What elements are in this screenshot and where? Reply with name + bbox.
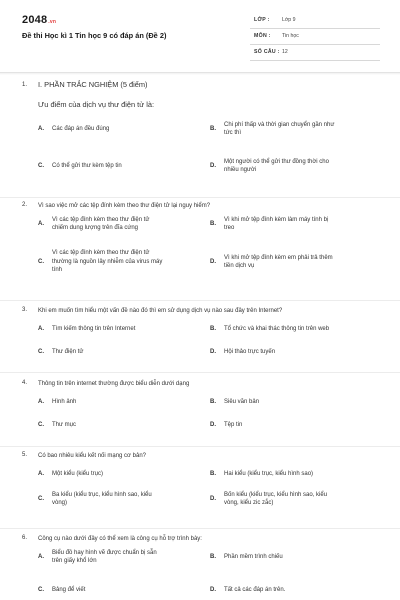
option-letter: A. bbox=[38, 220, 44, 227]
option-text-line: Bảng để viết bbox=[52, 586, 86, 593]
answer-option-a[interactable] bbox=[38, 470, 203, 479]
option-text bbox=[224, 158, 374, 175]
option-text bbox=[52, 549, 202, 566]
meta-value: Tin học bbox=[282, 33, 299, 39]
meta-key: SỐ CÂU : bbox=[254, 49, 280, 55]
option-letter: C. bbox=[38, 421, 44, 428]
option-letter: D. bbox=[210, 162, 216, 169]
question-separator bbox=[0, 446, 400, 447]
answer-option-c[interactable] bbox=[38, 162, 203, 171]
option-text-line: Thư mục bbox=[52, 421, 77, 428]
option-text bbox=[52, 162, 202, 171]
option-letter: A. bbox=[38, 553, 44, 560]
question-number: 1. bbox=[22, 82, 28, 88]
answer-option-b[interactable] bbox=[210, 216, 375, 233]
site-logo[interactable] bbox=[22, 14, 56, 26]
answer-option-d[interactable] bbox=[210, 348, 375, 357]
option-text-line: tức thì bbox=[224, 130, 242, 136]
answer-option-c[interactable] bbox=[38, 491, 203, 508]
option-text bbox=[224, 421, 374, 430]
option-text-line: Hai kiểu (kiểu trục, kiểu hình sao) bbox=[224, 470, 314, 477]
option-text-line: Vì khi mở tệp đính kèm làm máy tính bị bbox=[224, 216, 329, 223]
answer-option-a[interactable] bbox=[38, 125, 203, 134]
header-divider-shadow bbox=[0, 73, 400, 75]
option-text bbox=[52, 125, 202, 134]
question-number: 5. bbox=[22, 452, 28, 458]
answer-option-a[interactable] bbox=[38, 325, 203, 334]
meta-row-subject bbox=[250, 29, 380, 45]
question-text: Thông tin trên internet thường được biểu diễn dưới dạng bbox=[38, 381, 190, 387]
answer-option-d[interactable] bbox=[210, 491, 375, 508]
option-text-line: chiếm dung lượng trên đĩa cứng bbox=[52, 225, 139, 231]
logo-main-text: 2048 bbox=[22, 14, 48, 26]
question-text: Có bao nhiêu kiểu kết nối mạng cơ bản? bbox=[38, 453, 147, 459]
option-text-line: Hội thảo trực tuyến bbox=[224, 348, 276, 355]
option-letter: A. bbox=[38, 125, 44, 132]
answer-option-b[interactable] bbox=[210, 553, 375, 562]
option-text bbox=[224, 121, 374, 138]
option-letter: B. bbox=[210, 398, 216, 405]
question-text: Công cụ nào dưới đây có thể xem là công cụ hỗ trợ trình bày: bbox=[38, 536, 202, 542]
question-text: I. PHẦN TRẮC NGHIỆM (5 điểm) bbox=[38, 80, 148, 89]
option-letter: C. bbox=[38, 162, 44, 169]
option-text-line: nhiều người bbox=[224, 167, 257, 173]
option-letter: B. bbox=[210, 125, 216, 132]
option-text bbox=[224, 470, 374, 479]
option-text bbox=[52, 249, 202, 275]
answer-option-c[interactable] bbox=[38, 586, 203, 595]
option-letter: A. bbox=[38, 398, 44, 405]
option-text-line: Tất cả các đáp án trên. bbox=[224, 586, 286, 593]
option-text-line: Các đáp án đều đúng bbox=[52, 125, 110, 132]
option-text bbox=[224, 325, 374, 334]
logo-sub-text: .vn bbox=[48, 19, 57, 25]
page-header bbox=[0, 0, 400, 66]
question-number: 6. bbox=[22, 535, 28, 541]
answer-option-c[interactable] bbox=[38, 249, 203, 275]
option-text-line: Vì các tệp đính kèm theo thư điện tử bbox=[52, 216, 150, 223]
option-text-line: vòng, kiểu zic zắc) bbox=[224, 500, 274, 506]
option-letter: C. bbox=[38, 348, 44, 355]
option-text-line: thường là nguồn lây nhiễm của virus máy bbox=[52, 258, 163, 265]
option-letter: D. bbox=[210, 495, 216, 502]
option-text bbox=[52, 216, 202, 233]
option-text-line: Vì các tệp đính kèm theo thư điện tử bbox=[52, 250, 150, 257]
option-letter: D. bbox=[210, 586, 216, 593]
option-text-line: Ba kiểu (kiểu trục, kiểu hình sao, kiểu bbox=[52, 491, 152, 498]
option-text-line: Bốn kiểu (kiểu trục, kiểu hình sao, kiểu bbox=[224, 491, 328, 498]
option-text-line: Thư điện tử bbox=[52, 348, 84, 355]
option-text-line: Một người có thể gửi thư đồng thời cho bbox=[224, 158, 329, 165]
question-separator bbox=[0, 372, 400, 373]
option-text-line: Siêu văn bản bbox=[224, 398, 260, 405]
option-text-line: Tệp tin bbox=[224, 421, 243, 428]
answer-option-d[interactable] bbox=[210, 421, 375, 430]
answer-option-b[interactable] bbox=[210, 325, 375, 334]
meta-row-count bbox=[250, 45, 380, 61]
option-text bbox=[52, 398, 202, 407]
option-text-line: tính bbox=[52, 267, 63, 274]
option-text bbox=[224, 586, 374, 595]
answer-option-a[interactable] bbox=[38, 216, 203, 233]
option-letter: C. bbox=[38, 586, 44, 593]
option-text bbox=[224, 491, 374, 508]
option-letter: B. bbox=[210, 470, 216, 477]
question-separator bbox=[0, 528, 400, 529]
question-text: Khi em muốn tìm hiểu một vấn đề nào đó thì em sử dụng dịch vụ nào sau đây trên Internet? bbox=[38, 308, 283, 314]
option-letter: B. bbox=[210, 220, 216, 227]
option-text bbox=[52, 470, 202, 479]
option-text-line: Hình ảnh bbox=[52, 398, 77, 405]
answer-option-d[interactable] bbox=[210, 158, 375, 175]
answer-option-c[interactable] bbox=[38, 421, 203, 430]
option-text-line: vòng) bbox=[52, 500, 68, 506]
option-text-line: treo bbox=[224, 225, 235, 231]
option-text-line: Biểu đồ hay hình vẽ được chuẩn bị sẵn bbox=[52, 549, 157, 556]
option-letter: B. bbox=[210, 553, 216, 560]
option-letter: A. bbox=[38, 325, 44, 332]
option-text-line: Một kiểu (kiểu trục) bbox=[52, 470, 104, 477]
option-text bbox=[52, 348, 202, 357]
option-text bbox=[52, 586, 202, 595]
answer-option-b[interactable] bbox=[210, 121, 375, 138]
option-letter: C. bbox=[38, 495, 44, 502]
option-text-line: Tổ chức và khai thác thông tin trên web bbox=[224, 325, 330, 332]
option-text bbox=[224, 348, 374, 357]
option-letter: B. bbox=[210, 325, 216, 332]
option-text bbox=[52, 421, 202, 430]
option-text-line: Chi phí thấp và thời gian chuyển gần như bbox=[224, 121, 335, 128]
answer-option-a[interactable] bbox=[38, 398, 203, 407]
question-number: 4. bbox=[22, 380, 28, 386]
option-text bbox=[224, 398, 374, 407]
meta-key: LỚP : bbox=[254, 17, 270, 23]
meta-key: MÔN : bbox=[254, 33, 271, 39]
option-text-line: Phần mềm trình chiếu bbox=[224, 553, 283, 560]
answer-option-c[interactable] bbox=[38, 348, 203, 357]
question-separator bbox=[0, 197, 400, 198]
option-text bbox=[224, 216, 374, 233]
answer-option-b[interactable] bbox=[210, 470, 375, 479]
exam-title: Đề thi Học kì 1 Tin học 9 có đáp án (Đề 2) bbox=[22, 31, 167, 40]
question-text: Vì sao việc mở các tệp đính kèm theo thư điện tử lại nguy hiểm? bbox=[38, 203, 211, 209]
option-text-line: trên giấy khổ lớn bbox=[52, 558, 97, 564]
option-text bbox=[224, 254, 374, 271]
option-letter: D. bbox=[210, 258, 216, 265]
option-letter: D. bbox=[210, 421, 216, 428]
option-letter: C. bbox=[38, 258, 44, 265]
option-text bbox=[52, 325, 202, 334]
question-number: 3. bbox=[22, 307, 28, 313]
answer-option-a[interactable] bbox=[38, 549, 203, 566]
option-letter: D. bbox=[210, 348, 216, 355]
option-text bbox=[52, 491, 202, 508]
answer-option-d[interactable] bbox=[210, 586, 375, 595]
option-text-line: Vì khi mở tệp đính kèm em phải trả thêm bbox=[224, 254, 333, 261]
option-text bbox=[224, 553, 374, 562]
meta-row-class bbox=[250, 13, 380, 29]
option-text-line: Có thể gửi thư kèm tệp tin bbox=[52, 162, 122, 169]
option-letter: A. bbox=[38, 470, 44, 477]
meta-value: Lớp 9 bbox=[282, 17, 296, 23]
option-text-line: Tìm kiếm thông tin trên Internet bbox=[52, 325, 136, 332]
option-text-line: tiền dịch vụ bbox=[224, 263, 255, 269]
exam-meta-table bbox=[250, 13, 380, 61]
question-number: 2. bbox=[22, 202, 28, 208]
question-stem: Ưu điểm của dịch vụ thư điện tử là: bbox=[38, 100, 155, 109]
question-separator bbox=[0, 300, 400, 301]
answer-option-d[interactable] bbox=[210, 254, 375, 271]
meta-value: 12 bbox=[282, 49, 288, 55]
answer-option-b[interactable] bbox=[210, 398, 375, 407]
